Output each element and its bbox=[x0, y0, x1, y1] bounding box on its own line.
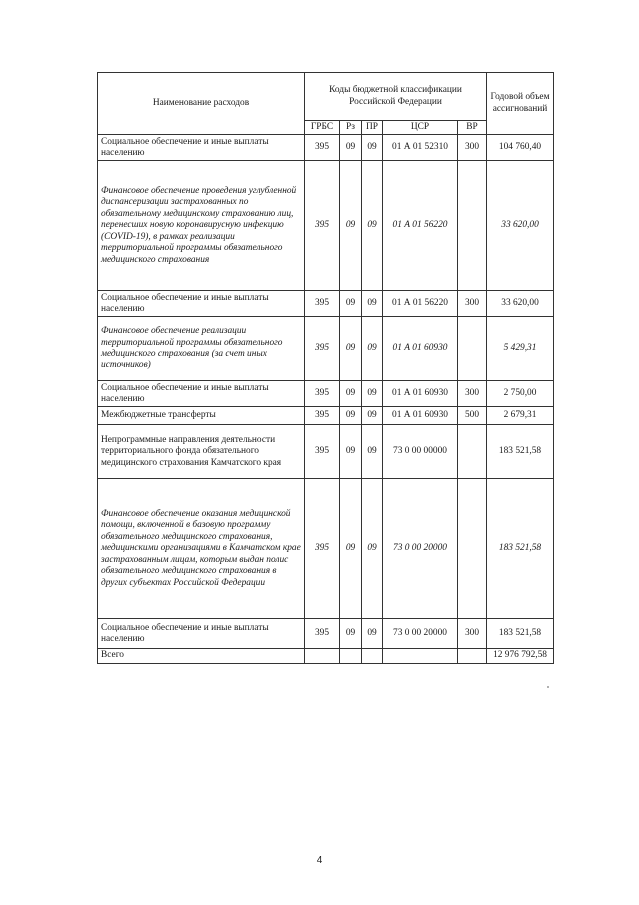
header-name: Наименование расходов bbox=[98, 73, 305, 135]
table-row bbox=[98, 317, 554, 381]
table-body bbox=[98, 135, 554, 649]
row-vr: 300 bbox=[458, 291, 487, 317]
row-pr: 09 bbox=[362, 619, 383, 649]
row-grbs: 395 bbox=[305, 135, 340, 161]
row-rz: 09 bbox=[340, 381, 362, 407]
row-vr: 300 bbox=[458, 619, 487, 649]
row-pr: 09 bbox=[362, 407, 383, 425]
row-vr: 300 bbox=[458, 381, 487, 407]
row-amount: 2 750,00 bbox=[487, 381, 554, 407]
row-rz: 09 bbox=[340, 425, 362, 479]
row-name: Социальное обеспечение и иные выплаты населению bbox=[98, 135, 305, 161]
total-amount: 12 976 792,58 bbox=[487, 649, 554, 663]
row-vr bbox=[458, 317, 487, 381]
row-name: Финансовое обеспечение оказания медицинской помощи, включенной в базовую программу обязательного медицинского страхования, медицинскими организациями в Камчатском крае застрахованным лицам, которым выдан полис обязательного медицинского страхования в других субъектах Российской Федерации bbox=[98, 479, 305, 619]
row-csr: 01 А 01 60930 bbox=[383, 407, 458, 425]
row-vr: 300 bbox=[458, 135, 487, 161]
total-label: Всего bbox=[98, 649, 305, 663]
row-name: Финансовое обеспечение реализации территориальной программы обязательного медицинского страхования (за счет иных источников) bbox=[98, 317, 305, 381]
row-csr: 01 А 01 56220 bbox=[383, 161, 458, 291]
row-name: Финансовое обеспечение проведения углубленной диспансеризации застрахованных по обязательному медицинскому страхованию лиц, перенесших новую коронавирусную инфекцию (COVID-19), в рамках реализации территориальной программы обязательного медицинского страхования bbox=[98, 161, 305, 291]
appropriations-table bbox=[97, 72, 554, 664]
row-amount: 104 760,40 bbox=[487, 135, 554, 161]
row-grbs: 395 bbox=[305, 479, 340, 619]
row-csr: 01 А 01 52310 bbox=[383, 135, 458, 161]
row-grbs: 395 bbox=[305, 619, 340, 649]
row-vr: 500 bbox=[458, 407, 487, 425]
row-vr bbox=[458, 479, 487, 619]
row-rz: 09 bbox=[340, 161, 362, 291]
row-name: Межбюджетные трансферты bbox=[98, 407, 305, 425]
row-vr bbox=[458, 425, 487, 479]
row-name: Социальное обеспечение и иные выплаты населению bbox=[98, 619, 305, 649]
table-row bbox=[98, 619, 554, 649]
table-row bbox=[98, 425, 554, 479]
row-rz: 09 bbox=[340, 135, 362, 161]
row-name: Социальное обеспечение и иные выплаты населению bbox=[98, 291, 305, 317]
row-amount: 183 521,58 bbox=[487, 425, 554, 479]
row-csr: 01 А 01 60930 bbox=[383, 317, 458, 381]
row-csr: 01 А 01 60930 bbox=[383, 381, 458, 407]
row-grbs: 395 bbox=[305, 425, 340, 479]
row-csr: 73 0 00 20000 bbox=[383, 619, 458, 649]
row-amount: 33 620,00 bbox=[487, 161, 554, 291]
header-grbs: ГРБС bbox=[305, 121, 340, 135]
table-row bbox=[98, 381, 554, 407]
row-name: Социальное обеспечение и иные выплаты населению bbox=[98, 381, 305, 407]
row-csr: 73 0 00 00000 bbox=[383, 425, 458, 479]
row-amount: 2 679,31 bbox=[487, 407, 554, 425]
row-rz: 09 bbox=[340, 619, 362, 649]
row-grbs: 395 bbox=[305, 381, 340, 407]
row-rz: 09 bbox=[340, 317, 362, 381]
row-pr: 09 bbox=[362, 291, 383, 317]
row-pr: 09 bbox=[362, 425, 383, 479]
row-grbs: 395 bbox=[305, 161, 340, 291]
row-vr bbox=[458, 161, 487, 291]
header-rz: Рз bbox=[340, 121, 362, 135]
row-grbs: 395 bbox=[305, 291, 340, 317]
header-codes: Коды бюджетной классификации Российской Федерации bbox=[305, 73, 487, 121]
table-row bbox=[98, 161, 554, 291]
row-rz: 09 bbox=[340, 291, 362, 317]
row-amount: 5 429,31 bbox=[487, 317, 554, 381]
page-number: 4 bbox=[316, 855, 323, 866]
row-name: Непрограммные направления деятельности территориального фонда обязательного медицинского страхования Камчатского края bbox=[98, 425, 305, 479]
row-grbs: 395 bbox=[305, 317, 340, 381]
row-pr: 09 bbox=[362, 317, 383, 381]
header-pr: ПР bbox=[362, 121, 383, 135]
table-row bbox=[98, 407, 554, 425]
row-grbs: 395 bbox=[305, 407, 340, 425]
header-csr: ЦСР bbox=[383, 121, 458, 135]
row-pr: 09 bbox=[362, 479, 383, 619]
row-rz: 09 bbox=[340, 407, 362, 425]
header-amount: Годовой объем ассигнований bbox=[487, 73, 554, 135]
scan-speck bbox=[547, 686, 549, 688]
row-csr: 01 А 01 56220 bbox=[383, 291, 458, 317]
row-amount: 183 521,58 bbox=[487, 619, 554, 649]
row-csr: 73 0 00 20000 bbox=[383, 479, 458, 619]
row-amount: 183 521,58 bbox=[487, 479, 554, 619]
total-row bbox=[98, 649, 554, 663]
row-pr: 09 bbox=[362, 381, 383, 407]
row-amount: 33 620,00 bbox=[487, 291, 554, 317]
row-rz: 09 bbox=[340, 479, 362, 619]
row-pr: 09 bbox=[362, 135, 383, 161]
table-row bbox=[98, 135, 554, 161]
row-pr: 09 bbox=[362, 161, 383, 291]
table-row bbox=[98, 291, 554, 317]
table-row bbox=[98, 479, 554, 619]
header-vr: ВР bbox=[458, 121, 487, 135]
